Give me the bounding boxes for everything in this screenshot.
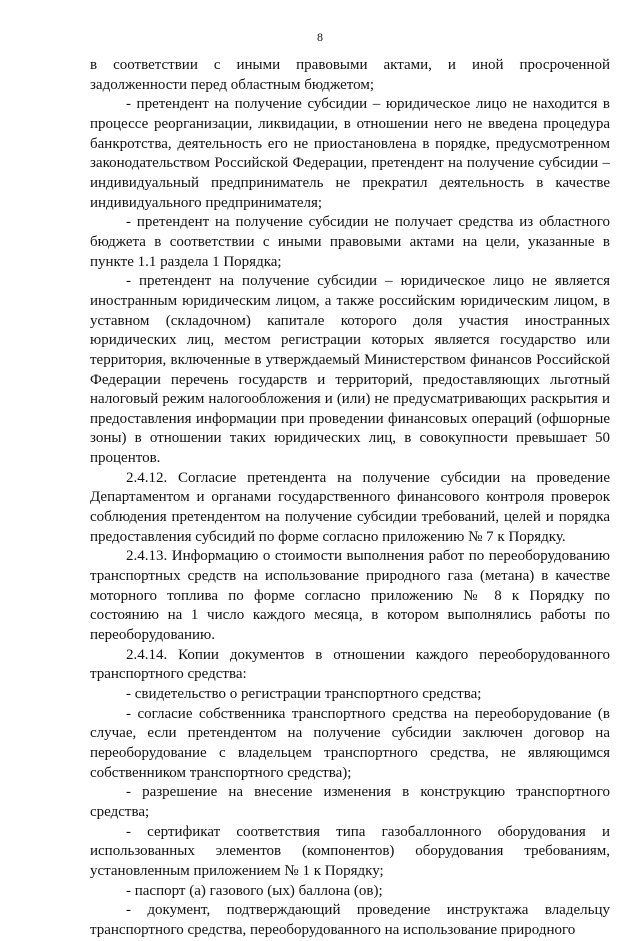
paragraph: - разрешение на внесение изменения в конструкцию транспортного средства; [90,784,610,820]
paragraph: - претендент на получение субсидии – юридическое лицо не является иностранным юридическим лицом, а также российским юридическим лицом, в уставном (складочном) капитале которого доля участия иностранных юридических лиц, местом регистрации которых является государство или территория, включенные в утверждаемый Министерством финансов Российской Федерации перечень государств и территорий, предоставляющих льготный налоговый режим налогообложения и (или) не предусматривающих раскрытия и предоставления информации при проведении финансовых операций (офшорные зоны) в отношении таких юридических лиц, в совокупности превышает 50 процентов. [90,273,610,467]
paragraph: - документ, подтверждающий проведение инструктажа владельцу транспортного средства, переоборудованного на использование природного [90,902,610,938]
paragraph: - претендент на получение субсидии – юридическое лицо не находится в процессе реорганизации, ликвидации, в отношении него не введена процедура банкротства, деятельность его не приостановлена в порядке, предусмотренном законодательством Российской Федерации, претендент на получение субсидии – индивидуальный предприниматель не прекратил деятельность в качестве индивидуального предпринимателя; [90,96,610,211]
page-number: 8 [317,30,323,44]
paragraph: 2.4.14. Копии документов в отношении каждого переоборудованного транспортного средства: [90,646,610,683]
paragraph: - паспорт (а) газового (ых) баллона (ов); [126,882,383,899]
paragraph: 2.4.13. Информацию о стоимости выполнения работ по переоборудованию транспортных средств на использование природного газа (метана) в качестве моторного топлива по форме согласно приложению № 8 к Порядку по состоянию на 1 число каждого месяца, в котором выполнялись работы по переоборудованию. [90,548,610,644]
paragraph: - согласие собственника транспортного средства на переоборудование (в случае, если претендентом на получение субсидии заключен договор на переоборудование с владельцем транспортного средства, не являющимся собственником транспортного средства); [90,705,610,781]
paragraph: - свидетельство о регистрации транспортного средства; [126,686,482,702]
paragraph: 2.4.12. Согласие претендента на получение субсидии на проведение Департаментом и органами государственного финансового контроля проверок соблюдения претендентом на получение субсидии требований, целей и порядка предоставления субсидий по форме согласно приложению № 7 к Порядку. [90,469,610,545]
paragraph: - сертификат соответствия типа газобаллонного оборудования и использованных элементов (компонентов) оборудования требованиям, установленным приложением № 1 к Порядку; [90,823,610,879]
paragraph: - претендент на получение субсидии не получает средства из областного бюджета в соответствии с иными правовыми актами на цели, указанные в пункте 1.1 раздела 1 Порядка; [90,214,610,270]
document-body [90,56,610,941]
paragraph: в соответствии с иными правовыми актами, и иной просроченной задолженности перед областным бюджетом; [90,57,610,93]
